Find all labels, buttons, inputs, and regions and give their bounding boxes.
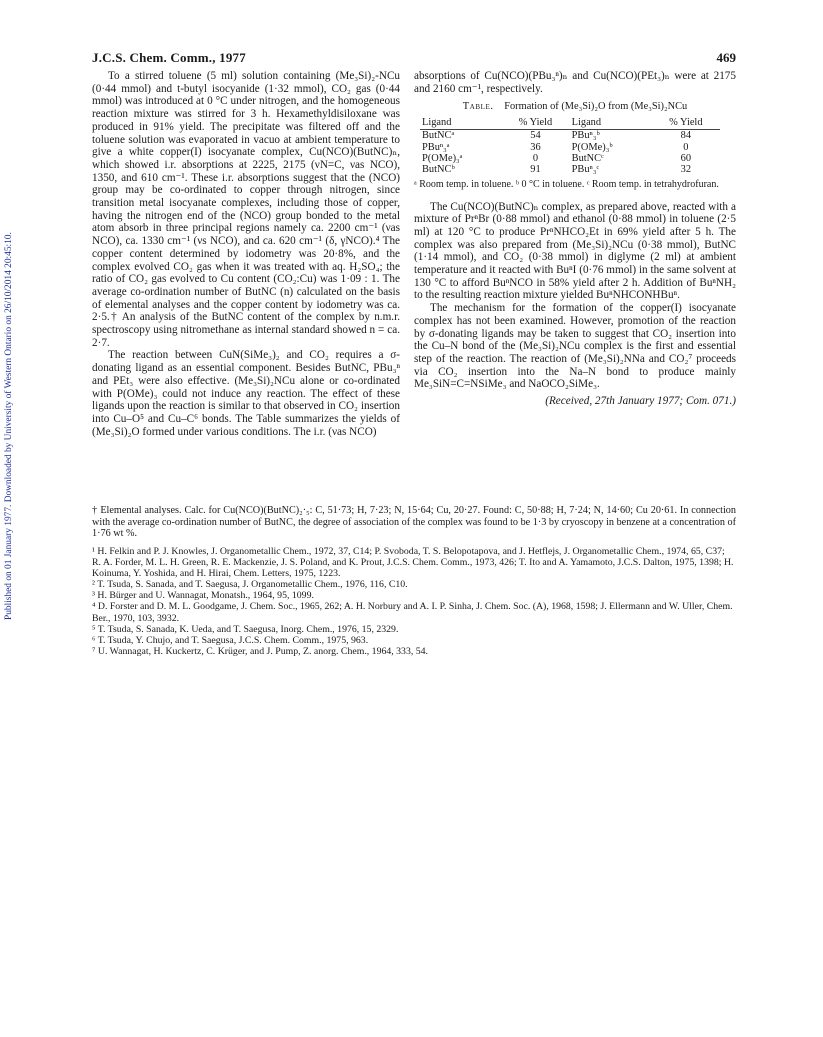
- reference-item: ⁷ U. Wannagat, H. Kuckertz, C. Krüger, and J. Pump, Z. anorg. Chem., 1964, 333, 54.: [92, 645, 429, 657]
- table-caption-text: Formation of (Me₃Si)₂O from (Me₃Si)₂NCu: [504, 101, 688, 113]
- table-cell-yield: 54: [530, 130, 541, 142]
- table-cell-ligand: PBuⁿ₃ᶜ: [571, 163, 600, 175]
- table-header-yield: % Yield: [652, 117, 720, 130]
- table-header-yield: % Yield: [501, 117, 569, 130]
- table-cell-ligand: PBuⁿ₃ᵇ: [571, 130, 600, 142]
- reference-item: ² T. Tsuda, S. Sanada, and T. Saegusa, J. Organometallic Chem., 1976, 116, C10.: [92, 579, 408, 591]
- table-header-ligand: Ligand: [420, 117, 501, 130]
- reference-item: ⁶ T. Tsuda, Y. Chujo, and T. Saegusa, J.C.S. Chem. Comm., 1975, 963.: [92, 634, 369, 646]
- paragraph-experimental: To a stirred toluene (5 ml) solution containing (Me₃Si)₂-NCu (0·44 mmol) and t-butyl isocyanide (1·32 mmol), CO₂ gas (0·44 mmol) was introduced at 0 °C under nitrogen, and the homogeneous reaction mixture was stirred for 3 h. Hexamethyldisiloxane was produced in 91% yield. The precipitate was filtered off and the toluene solution was evaporated in vacuo at ambient temperature to give a white copper(I) isocyanate complex, Cu(NCO)(ButNC)ₙ, which showed i.r. absorptions at 2225, 2175 (νN=C, νas NCO), 1350, and 610 cm⁻¹. These i.r. absorptions suggest that the (NCO) group may be co-ordinated to copper through nitrogen, since transition metal isocyanate complexes, including those of copper, having the nitrogen end of the (NCO) group bonded to the metal atom absorb in three principal regions namely ca. 2200 cm⁻¹ (νas NCO), ca. 1330 cm⁻¹ (νs NCO), and ca. 620 cm⁻¹ (δ, γNCO).⁴ The copper content determined by iodometry was 20·8%, and the complex evolved CO₂ gas when it was treated with aq. H₂SO₄; the ratio of CO₂ gas evolved to Cu content (CO₂:Cu) was 1·09 : 1. The average co-ordination number of ButNC (n) calculated on the basis of elemental analyses and the copper content by iodometry was ca. 2·5.† An analysis of the ButNC content of the complex by n.m.r. spectroscopy using nitromethane as internal standard showed n = ca. 2·7.: [92, 70, 400, 349]
- journal-title: J.C.S. Chem. Comm., 1977: [92, 50, 246, 65]
- table-cell-yield: 84: [680, 130, 692, 142]
- references-list: [92, 546, 736, 657]
- table-label: Table.: [462, 101, 494, 113]
- paragraph-reactivity: The Cu(NCO)(ButNC)ₙ complex, as prepared above, reacted with a mixture of PrⁿBr (0·88 mmol) and ethanol (0·88 mmol) in toluene (2·5 ml) at 120 °C to produce PrⁿNHCO₂Et in 69% yield after 5 h. The complex was also prepared from (Me₃Si)₂NCu (0·38 mmol), ButNC (1·14 mmol), and CO₂ (0·38 mmol) in diglyme (2 ml) at ambient temperature and it reacted with BuⁿI (0·76 mmol) in the same solvent at 130 °C to afford BuⁿNCO in 58% yield after 2 h. Addition of BuⁿNH₂ to the resulting reaction mixture yielded BuⁿNHCONHBuⁿ.: [414, 200, 736, 302]
- reference-item: ³ H. Bürger and U. Wannagat, Monatsh., 1964, 95, 1099.: [92, 590, 314, 602]
- table-cell-ligand: P(OMe)₃ᵇ: [571, 141, 613, 153]
- reference-item: ⁴ D. Forster and D. M. L. Goodgame, J. Chem. Soc., 1965, 262; A. H. Norbury and A. I. P. Sinha, J. Chem. Soc. (A), 1968, 1598; J. Ellermann and W. Uller, Chem. Ber., 1970, 103, 3932.: [92, 601, 733, 624]
- table-cell-ligand: ButNCᶜ: [571, 152, 604, 164]
- paragraph-ligand-effect: The reaction between CuN(SiMe₃)₂ and CO₂ requires a σ-donating ligand as an essential component. Besides ButNC, PBu₃ⁿ and PEt₃ were also effective. (Me₃Si)₂NCu alone or co-ordinated with P(OMe)₃ could not induce any reaction. The effect of these ligands upon the reaction is similar to that observed in CO₂ insertion into Cu–O⁵ and Cu–C⁶ bonds. The Table summarizes the yields of (Me₃Si)₂O formed under various conditions. The i.r. (νas NCO): [92, 349, 400, 438]
- reference-item: ⁵ T. Tsuda, S. Sanada, K. Ueda, and T. Saegusa, Inorg. Chem., 1976, 15, 2329.: [92, 623, 399, 635]
- table-cell-yield: 36: [530, 141, 541, 153]
- yield-table: [420, 117, 720, 175]
- table-row: [420, 164, 720, 175]
- table-row: [420, 142, 720, 153]
- table-cell-yield: 91: [530, 163, 541, 175]
- table-caption: [414, 101, 736, 114]
- table-cell-yield: 60: [680, 152, 692, 164]
- left-column: [92, 70, 400, 438]
- table-cell-yield: 0: [532, 152, 539, 164]
- table-cell-yield: 32: [680, 163, 692, 175]
- elemental-analysis-footnote: † Elemental analyses. Calc. for Cu(NCO)(ButNC)₂·₅: C, 51·73; H, 7·23; N, 15·64; Cu, 20·27. Found: C, 50·88; H, 7·24; N, 14·60; Cu 20·61. In connection with the average co-ordination number of ButNC, the degree of association of the complex was found to be 1·3 by cryoscopy in benzene at a concentration of 1·76 wt %.: [92, 505, 736, 540]
- table-cell-ligand: P(OMe)₃ᵃ: [422, 152, 463, 164]
- page-header: [92, 50, 736, 66]
- table-header-ligand: Ligand: [570, 117, 652, 130]
- table-cell-ligand: ButNCᵃ: [422, 130, 455, 142]
- table-header-row: [420, 117, 720, 130]
- table-cell-ligand: ButNCᵇ: [422, 163, 455, 175]
- paragraph-mechanism: The mechanism for the formation of the copper(I) isocyanate complex has not been examined. However, promotion of the reaction by σ-donating ligands may be taken to suggest that CO₂ insertion into the Cu–N bond of the (Me₃Si)₂NCu complex is the first and essential step of the reaction. The reaction of (Me₃Si)₂NNa and CO₂⁷ proceeds via CO₂ insertion into the Na–N bond to produce mainly Me₃SiN=C=NSiMe₃ and NaOCO₂SiMe₃.: [414, 302, 736, 391]
- paragraph-ir-continuation: absorptions of Cu(NCO)(PBu₃ⁿ)ₙ and Cu(NCO)(PEt₃)ₙ were at 2175 and 2160 cm⁻¹, respectively.: [414, 70, 736, 95]
- table-cell-yield: 0: [683, 141, 689, 153]
- yield-table-block: [414, 101, 736, 190]
- table-footnote: ᵃ Room temp. in toluene. ᵇ 0 °C in toluene. ᶜ Room temp. in tetrahydrofuran.: [414, 179, 719, 191]
- publication-sidebar-note: Published on 01 January 1977. Downloaded by University of Western Ontario on 26/10/2014 20:45:10.: [4, 232, 14, 620]
- reference-item: ¹ H. Felkin and P. J. Knowles, J. Organometallic Chem., 1972, 37, C14; P. Svoboda, T. S. Belopotapova, and J. Hetflejs, J. Organometallic Chem., 1974, 65, C37; R. A. Forder, M. L. H. Green, R. E. Mackenzie, J. S. Poland, and K. Prout, J.C.S. Chem. Comm., 1973, 426; T. Ito and A. Yamamoto, J.C.S. Dalton, 1975, 1398; H. Koinuma, Y. Yoshida, and H. Hirai, Chem. Letters, 1975, 1223.: [92, 546, 734, 580]
- right-column: [414, 70, 736, 408]
- table-row: [420, 153, 720, 164]
- received-date: (Received, 27th January 1977; Com. 071.): [545, 395, 736, 408]
- page-number: 469: [716, 50, 736, 65]
- table-cell-ligand: PBuⁿ₃ᵃ: [422, 141, 450, 153]
- table-row: [420, 130, 720, 142]
